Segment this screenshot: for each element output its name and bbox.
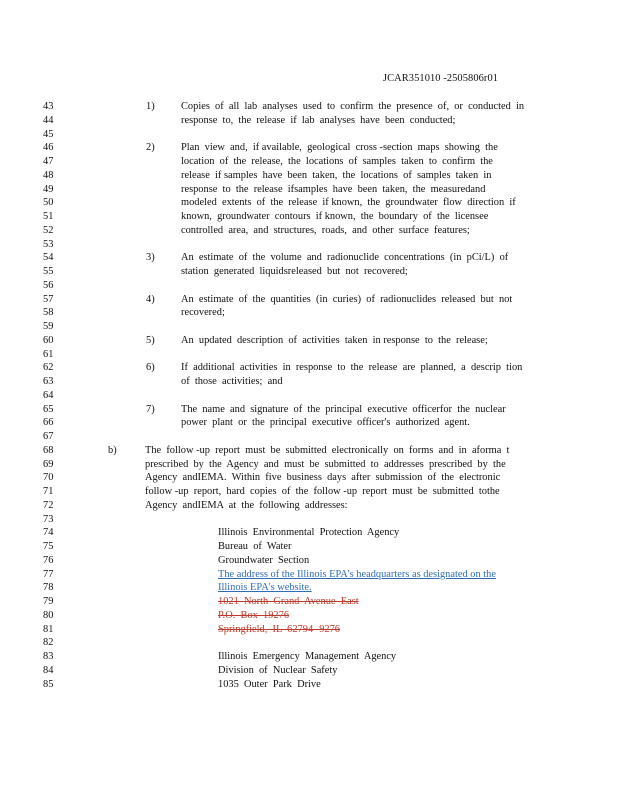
line-text: Illinois Emergency Management Agency — [218, 651, 397, 662]
line-number: 44 — [43, 114, 54, 126]
line-text: Bureau of Water — [218, 541, 292, 552]
document-line — [0, 485, 618, 498]
document-line — [0, 224, 618, 237]
line-text: Groundwater Section — [218, 554, 310, 566]
line-number: 76 — [43, 554, 54, 566]
line-number: 74 — [43, 527, 54, 539]
line-text: If additional activities in response to the release are planned, a descrip tion — [181, 362, 523, 374]
document-line — [0, 293, 618, 306]
line-text: prescribed by the Agency and must be submitted to addresses prescribed by the — [145, 458, 506, 470]
document-line — [0, 238, 618, 251]
line-number: 46 — [43, 142, 54, 154]
document-line — [0, 554, 618, 567]
line-number: 85 — [43, 678, 54, 690]
line-number: 70 — [43, 472, 54, 484]
line-text: An estimate of the quantities (in curies) of radionuclides released but not — [181, 293, 513, 305]
line-text: known, groundwater contours if known, the boundary of the licensee — [181, 211, 489, 222]
document-line — [0, 183, 618, 196]
list-marker: 3) — [146, 252, 155, 264]
document-line — [0, 389, 618, 402]
document-line — [0, 141, 618, 154]
line-text: Agency andIEMA. Within five business days after submission of the electronic — [145, 472, 501, 484]
line-number: 73 — [43, 513, 54, 525]
line-number: 80 — [43, 609, 54, 621]
document-line — [0, 664, 618, 677]
line-text: Copies of all lab analyses used to confirm the presence of, or conducted in — [181, 101, 525, 112]
document-line — [0, 403, 618, 416]
document-line — [0, 361, 618, 374]
list-marker: b) — [108, 444, 117, 456]
line-text: location of the release, the locations of samples taken to confirm the — [181, 156, 493, 167]
line-number: 50 — [43, 197, 54, 209]
document-line — [0, 375, 618, 388]
document-line — [0, 609, 618, 622]
deleted-text: P.O. Box 19276 — [218, 609, 290, 621]
line-text: of those activities; and — [181, 376, 283, 387]
line-text: controlled area, and structures, roads, and other surface features; — [181, 224, 470, 236]
line-number: 83 — [43, 651, 54, 662]
line-text: Agency andIEMA at the following addresses: — [145, 499, 348, 511]
document-line — [0, 513, 618, 526]
line-number: 58 — [43, 307, 54, 319]
document-line — [0, 196, 618, 209]
document-line — [0, 114, 618, 127]
document-line — [0, 595, 618, 608]
line-text: An updated description of activities taken in response to the release; — [181, 334, 488, 346]
line-number: 49 — [43, 183, 54, 195]
line-text: 1035 Outer Park Drive — [218, 678, 321, 690]
document-line — [0, 430, 618, 443]
line-text: station generated liquidsreleased but not recovered; — [181, 266, 408, 277]
line-number: 67 — [43, 431, 54, 442]
document-line — [0, 458, 618, 471]
line-text: An estimate of the volume and radionuclide concentrations (in pCi/L) of — [181, 252, 509, 264]
list-marker: 1) — [146, 101, 155, 112]
line-text: The follow -up report must be submitted electronically on forms and in aforma t — [145, 444, 510, 456]
line-number: 60 — [43, 334, 54, 346]
document-line — [0, 279, 618, 292]
line-text: Illinois Environmental Protection Agency — [218, 527, 400, 539]
document-line — [0, 100, 618, 113]
line-number: 54 — [43, 252, 54, 264]
line-text: power plant or the principal executive officer's authorized agent. — [181, 417, 470, 429]
line-text: modeled extents of the release if known, the groundwater flow direction if — [181, 197, 516, 209]
line-number: 82 — [43, 637, 54, 649]
document-line — [0, 568, 618, 581]
line-number: 84 — [43, 664, 54, 676]
line-number: 43 — [43, 101, 54, 112]
line-number: 56 — [43, 279, 54, 291]
line-number: 59 — [43, 321, 54, 332]
line-number: 81 — [43, 623, 54, 635]
line-number: 55 — [43, 266, 54, 277]
list-marker: 5) — [146, 334, 155, 346]
document-line — [0, 444, 618, 457]
document-line — [0, 210, 618, 223]
document-line — [0, 623, 618, 636]
document-line — [0, 526, 618, 539]
document-line — [0, 265, 618, 278]
line-number: 61 — [43, 348, 54, 360]
document-line — [0, 169, 618, 182]
document-line — [0, 348, 618, 361]
line-number: 47 — [43, 156, 54, 167]
list-marker: 4) — [146, 293, 155, 305]
document-line — [0, 320, 618, 333]
line-text: The name and signature of the principal executive officerfor the nuclear — [181, 403, 506, 415]
line-text: response to, the release if lab analyses have been conducted; — [181, 114, 456, 126]
document-line — [0, 581, 618, 594]
line-number: 79 — [43, 596, 54, 607]
line-text: response to the release ifsamples have been taken, the measuredand — [181, 183, 486, 195]
line-text: follow -up report, hard copies of the follow -up report must be submitted tothe — [145, 486, 500, 497]
line-number: 48 — [43, 169, 54, 181]
line-number: 45 — [43, 128, 54, 140]
document-line — [0, 499, 618, 512]
line-text: release if samples have been taken, the locations of samples taken in — [181, 169, 492, 181]
line-number: 57 — [43, 293, 54, 305]
document-line — [0, 678, 618, 691]
document-line — [0, 251, 618, 264]
deleted-text: 1021 North Grand Avenue East — [218, 596, 359, 607]
line-number: 71 — [43, 486, 54, 497]
document-header: JCAR351010 -2505806r01 — [383, 73, 499, 84]
line-number: 52 — [43, 224, 54, 236]
deleted-text: Springfield, IL 62794 -9276 — [218, 623, 340, 635]
line-number: 65 — [43, 403, 54, 415]
line-number: 75 — [43, 541, 54, 552]
document-line — [0, 306, 618, 319]
line-number: 63 — [43, 376, 54, 387]
line-number: 68 — [43, 444, 54, 456]
document-line — [0, 650, 618, 663]
document-line — [0, 540, 618, 553]
document-line — [0, 636, 618, 649]
line-number: 77 — [43, 568, 54, 580]
inserted-text: The address of the Illinois EPA's headquarters as designated on the — [218, 568, 496, 580]
line-number: 66 — [43, 417, 54, 429]
line-text: Plan view and, if available, geological cross -section maps showing the — [181, 142, 498, 154]
inserted-text: Illinois EPA's website. — [218, 582, 312, 594]
line-number: 53 — [43, 238, 54, 250]
document-line — [0, 334, 618, 347]
line-number: 78 — [43, 582, 54, 594]
line-text: recovered; — [181, 307, 225, 319]
line-number: 72 — [43, 499, 54, 511]
document-line — [0, 155, 618, 168]
line-number: 62 — [43, 362, 54, 374]
list-marker: 2) — [146, 142, 155, 154]
line-number: 64 — [43, 389, 54, 401]
line-number: 69 — [43, 458, 54, 470]
document-line — [0, 128, 618, 141]
document-line — [0, 416, 618, 429]
list-marker: 6) — [146, 362, 155, 374]
document-line — [0, 471, 618, 484]
list-marker: 7) — [146, 403, 155, 415]
line-text: Division of Nuclear Safety — [218, 664, 338, 676]
line-number: 51 — [43, 211, 54, 222]
